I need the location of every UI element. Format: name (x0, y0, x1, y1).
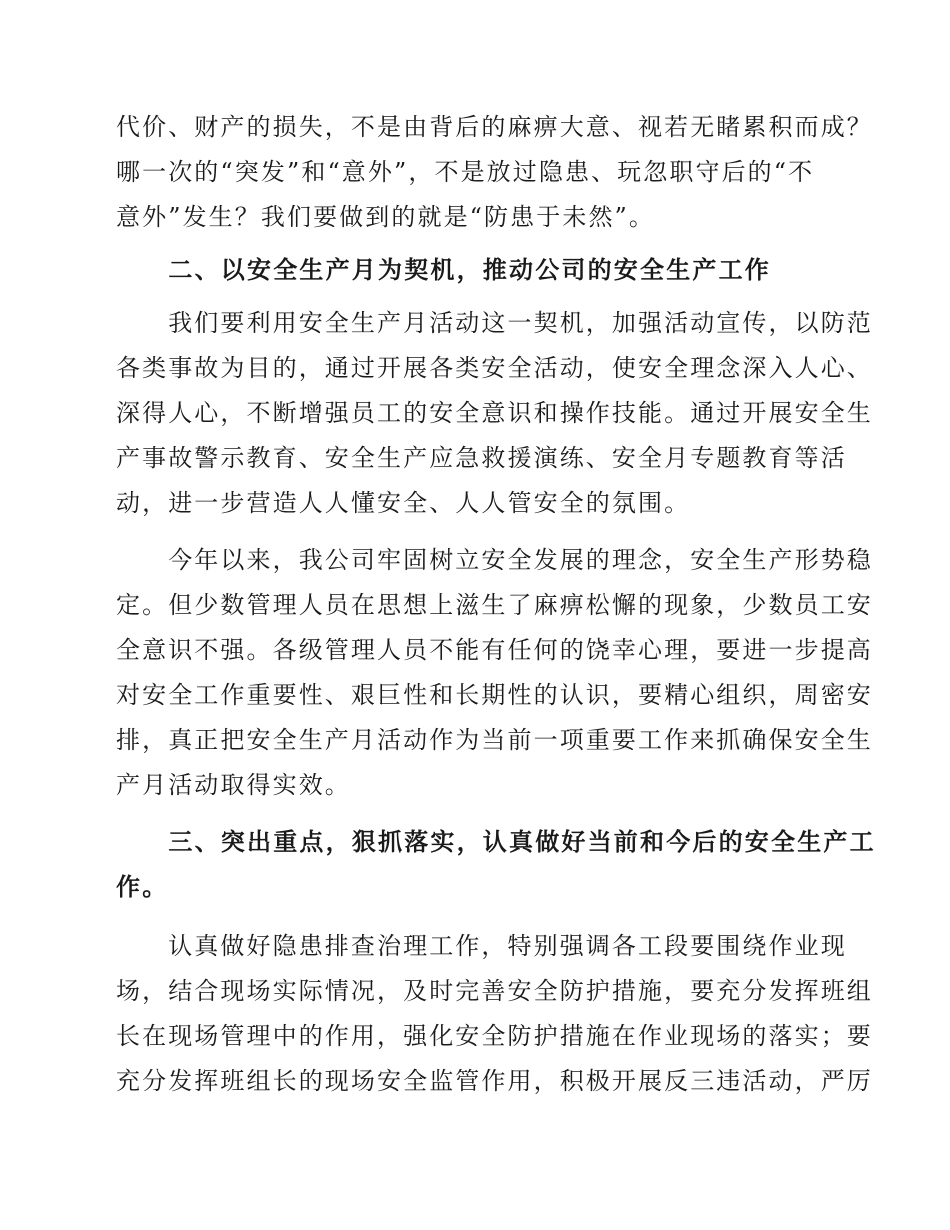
text-line: 对安全工作重要性、艰巨性和长期性的认识，要精心组织，周密安 (116, 681, 873, 709)
text-line: 我们要利用安全生产月活动这一契机，加强活动宣传，以防范 (116, 309, 873, 337)
text-line: 深得人心，不断增强员工的安全意识和操作技能。通过开展安全生 (116, 399, 873, 427)
text-line: 代价、财产的损失，不是由背后的麻痹大意、视若无睹累积而成？ (116, 113, 873, 141)
text-line: 产月活动取得实效。 (116, 771, 351, 799)
section-three-paragraph-one (116, 924, 873, 1104)
text-line: 认真做好隐患排查治理工作，特别强调各工段要围绕作业现 (116, 932, 847, 960)
text-line: 意外”发生？我们要做到的就是“防患于未然”。 (116, 203, 656, 231)
heading-line: 作。 (116, 873, 169, 901)
text-line: 各类事故为目的，通过开展各类安全活动，使安全理念深入人心、 (116, 354, 873, 382)
intro-paragraph (116, 105, 873, 240)
text-line: 今年以来，我公司牢固树立安全发展的理念，安全生产形势稳 (116, 546, 873, 574)
text-line: 哪一次的“突发”和“意外”，不是放过隐患、玩忽职守后的“不 (116, 158, 815, 186)
text-line: 动，进一步营造人人懂安全、人人管安全的氛围。 (116, 489, 691, 517)
heading-line: 三、突出重点，狠抓落实，认真做好当前和今后的安全生产工 (116, 828, 876, 856)
text-line: 场，结合现场实际情况，及时完善安全防护措施，要充分发挥班组 (116, 977, 873, 1005)
section-two-paragraph-one (116, 301, 873, 526)
heading-line: 二、以安全生产月为契机，推动公司的安全生产工作 (116, 256, 771, 284)
text-line: 定。但少数管理人员在思想上滋生了麻痹松懈的现象，少数员工安 (116, 591, 873, 619)
text-line: 全意识不强。各级管理人员不能有任何的饶幸心理，要进一步提高 (116, 636, 873, 664)
document-page (116, 105, 876, 1104)
text-line: 充分发挥班组长的现场安全监管作用，积极开展反三违活动，严厉 (116, 1067, 873, 1095)
text-line: 排，真正把安全生产月活动作为当前一项重要工作来抓确保安全生 (116, 726, 873, 754)
text-line: 长在现场管理中的作用，强化安全防护措施在作业现场的落实；要 (116, 1022, 873, 1050)
section-two-heading (116, 248, 836, 293)
text-line: 产事故警示教育、安全生产应急救援演练、安全月专题教育等活 (116, 444, 847, 472)
section-three-heading (116, 820, 876, 910)
section-two-paragraph-two (116, 538, 873, 808)
